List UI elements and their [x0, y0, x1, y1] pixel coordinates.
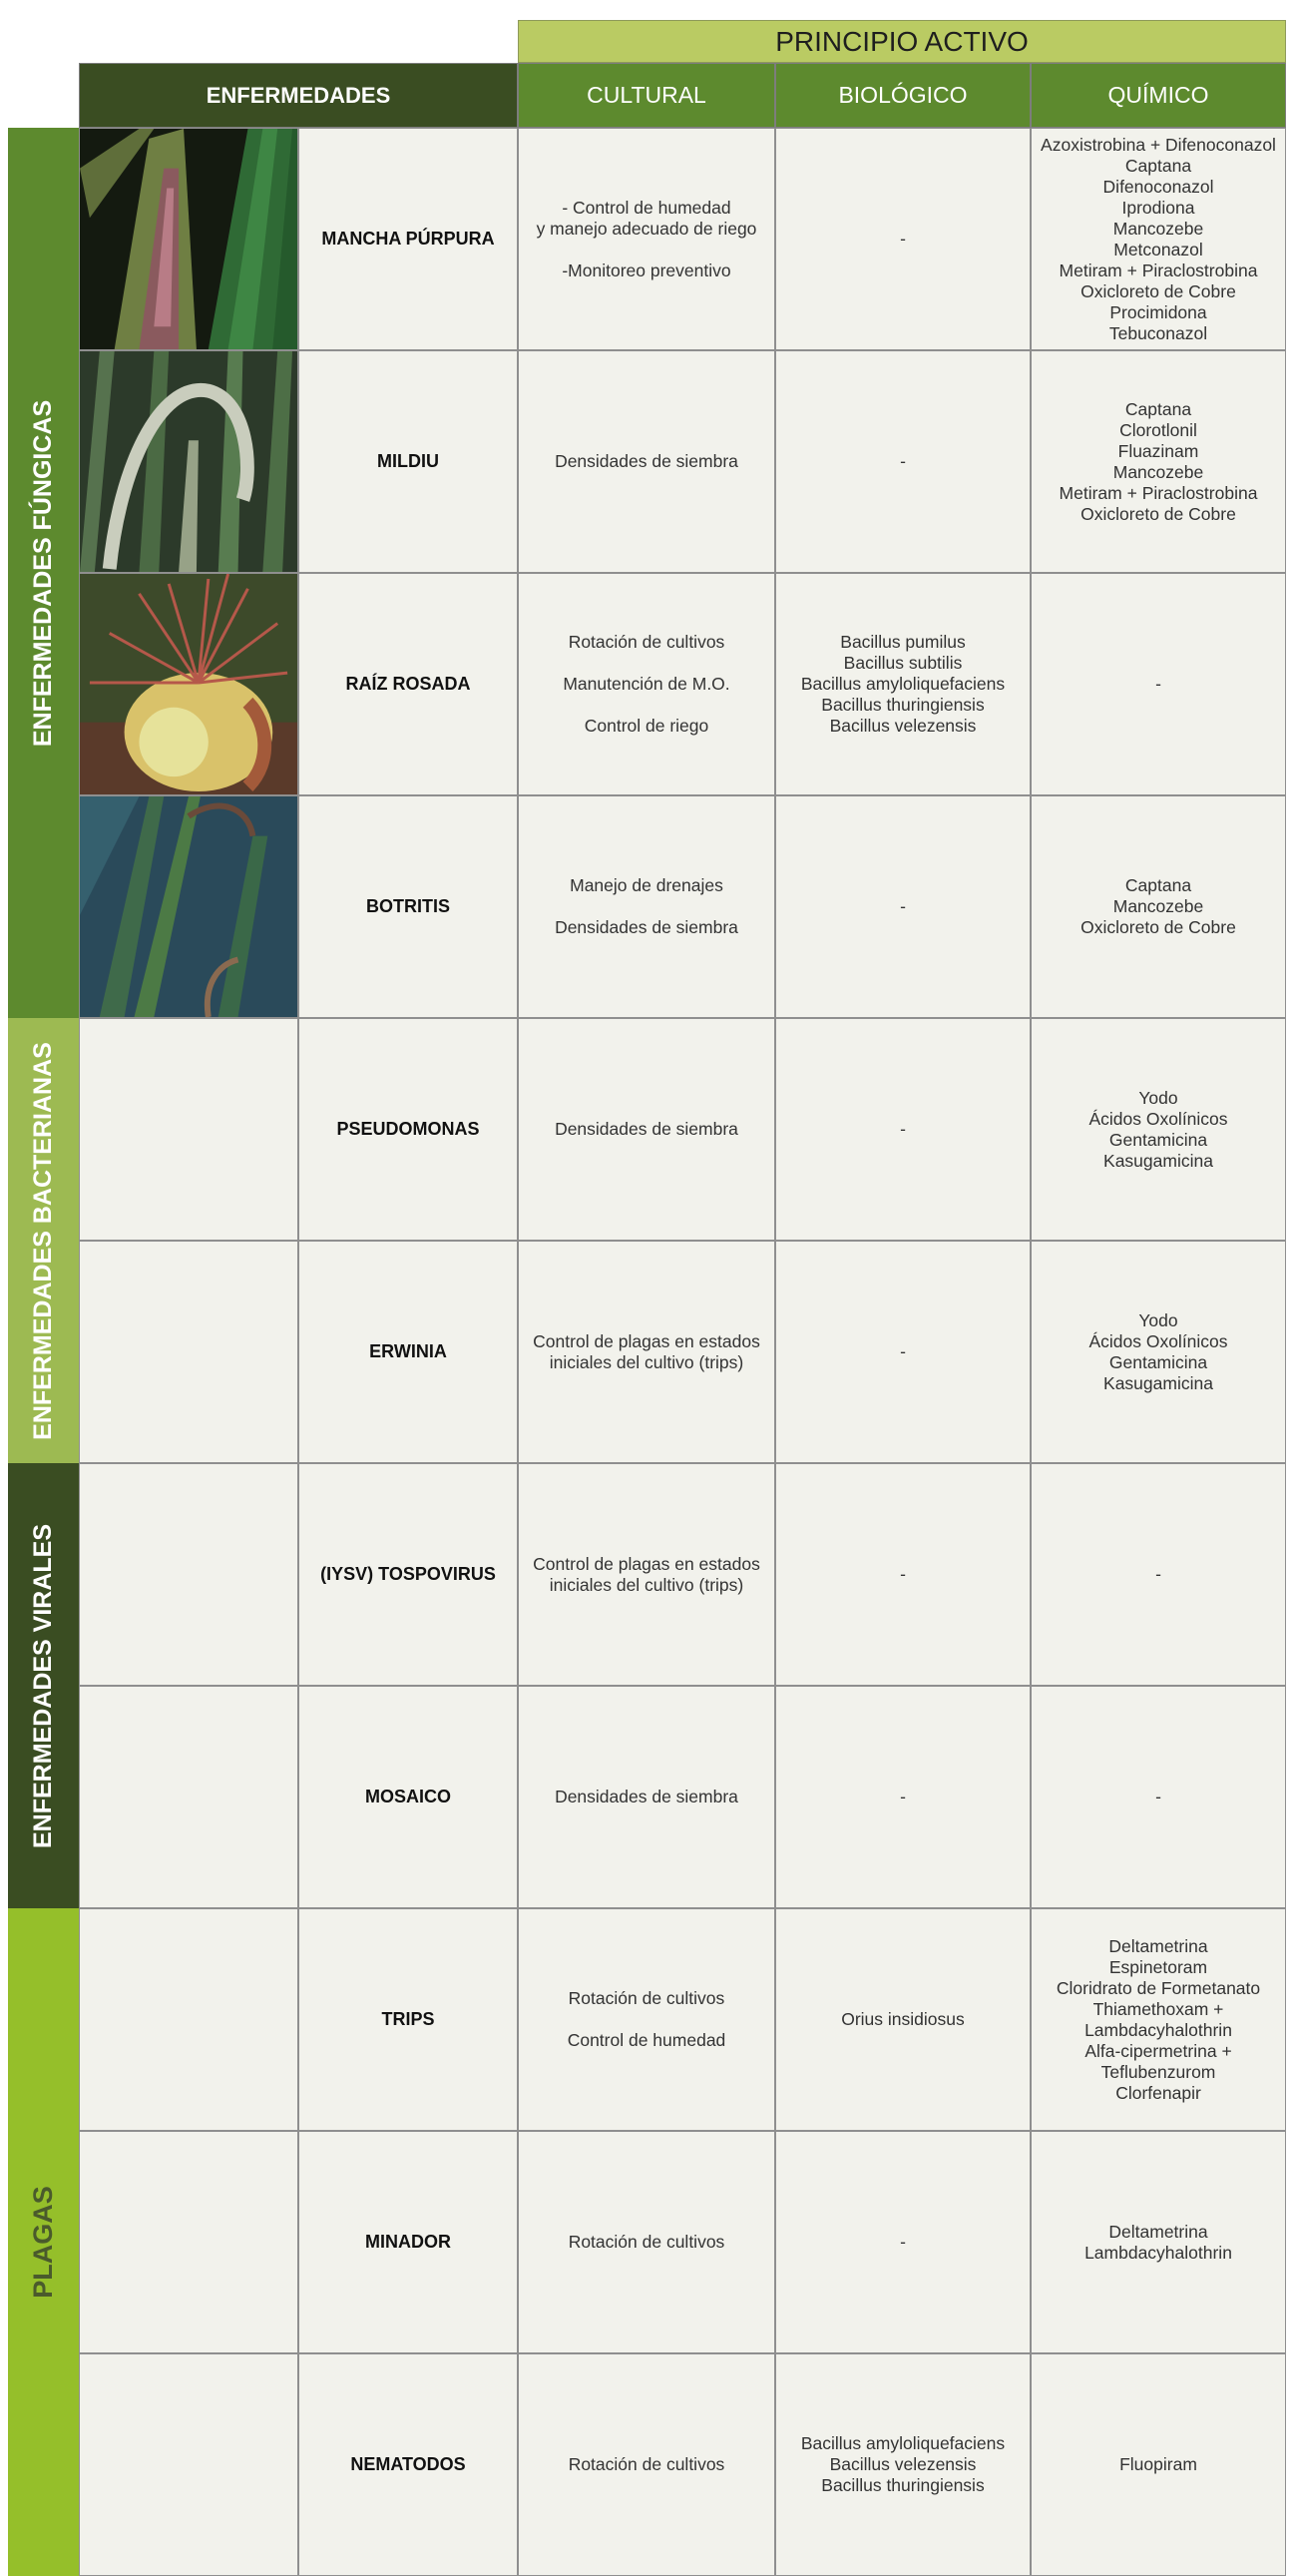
text-line: Control de riego	[584, 716, 709, 736]
disease-name: NEMATODOS	[298, 2353, 518, 2576]
text-line: Difenoconazol	[1102, 176, 1214, 197]
category-label: ENFERMEDADES VIRALES	[29, 1523, 58, 1848]
quimico-cell	[1031, 795, 1286, 1018]
biologico-cell	[775, 1018, 1031, 1241]
cultural-cell	[518, 1018, 775, 1241]
text-line: Deltametrina	[1108, 2221, 1208, 2242]
text-line: Mancozebe	[1112, 218, 1204, 239]
text-line: -	[900, 451, 906, 471]
text-line: Densidades de siembra	[555, 1787, 738, 1806]
cultural-lines	[568, 1988, 726, 2051]
text-line: Lambdacyhalothrin	[1084, 2242, 1232, 2263]
text-line: Densidades de siembra	[555, 917, 738, 937]
biologico-lines	[900, 1341, 906, 1362]
cultural-lines	[533, 1554, 760, 1596]
cultural-cell	[518, 2131, 775, 2353]
disease-name: TRIPS	[298, 1908, 518, 2131]
text-line: Captana	[1124, 875, 1192, 895]
text-line: Ácidos Oxolínicos	[1088, 1108, 1228, 1129]
text-line: Bacillus velezensis	[829, 716, 977, 736]
text-line: -	[1155, 1787, 1161, 1806]
text-line: y manejo adecuado de riego	[536, 218, 757, 239]
principio-activo-header: PRINCIPIO ACTIVO	[518, 20, 1286, 63]
cultural-cell	[518, 573, 775, 795]
quimico-cell	[1031, 573, 1286, 795]
cultural-cell	[518, 2353, 775, 2576]
disease-photo	[79, 2353, 298, 2576]
text-line: Bacillus thuringiensis	[821, 695, 985, 715]
text-line: Bacillus amyloliquefaciens	[800, 674, 1006, 694]
disease-name: RAÍZ ROSADA	[298, 573, 518, 795]
disease-photo	[79, 1241, 298, 1463]
quimico-lines	[1155, 1564, 1161, 1585]
biologico-lines	[900, 2232, 906, 2253]
disease-name: BOTRITIS	[298, 795, 518, 1018]
text-line: -	[1155, 1564, 1161, 1584]
biologico-cell	[775, 1241, 1031, 1463]
quimico-header: QUÍMICO	[1031, 63, 1286, 128]
text-line: Manejo de drenajes	[570, 875, 723, 895]
cultural-cell	[518, 1241, 775, 1463]
biologico-cell	[775, 573, 1031, 795]
quimico-cell	[1031, 1908, 1286, 2131]
text-line: Rotación de cultivos	[568, 2232, 725, 2252]
biologico-cell	[775, 350, 1031, 573]
text-line: Bacillus thuringiensis	[821, 2475, 985, 2495]
disease-name: MILDIU	[298, 350, 518, 573]
text-line: -	[900, 1119, 906, 1139]
category-plagas	[8, 1908, 79, 2576]
text-line: Rotación de cultivos	[568, 2454, 725, 2474]
disease-photo	[79, 350, 298, 573]
disease-photo	[79, 1018, 298, 1241]
category-fungicas	[8, 128, 79, 1018]
quimico-cell	[1031, 1463, 1286, 1686]
text-line: Ácidos Oxolínicos	[1088, 1330, 1228, 1351]
biologico-cell	[775, 2131, 1031, 2353]
quimico-cell	[1031, 128, 1286, 350]
disease-photo	[79, 128, 298, 350]
cultural-lines	[555, 1787, 738, 1807]
text-line: -	[1155, 674, 1161, 694]
text-line: Metconazol	[1113, 239, 1203, 259]
text-line: Bacillus pumilus	[840, 632, 966, 652]
text-line: Kasugamicina	[1103, 1372, 1213, 1393]
quimico-lines	[1155, 1787, 1161, 1807]
quimico-lines	[1119, 2454, 1197, 2475]
enfermedades-header: ENFERMEDADES	[79, 63, 518, 128]
text-line: Clorfenapir	[1115, 2082, 1201, 2103]
text-line: Bacillus velezensis	[829, 2454, 977, 2474]
text-line: Gentamicina	[1108, 1351, 1208, 1372]
text-line: Oxicloreto de Cobre	[1080, 917, 1236, 937]
quimico-lines	[1080, 875, 1236, 938]
text-line: Gentamicina	[1108, 1129, 1208, 1150]
quimico-lines	[1088, 1310, 1227, 1394]
text-line: Mancozebe	[1112, 896, 1204, 916]
text-line: Bacillus amyloliquefaciens	[800, 2433, 1006, 2453]
text-line: -	[900, 1564, 906, 1584]
text-line: Espinetoram	[1108, 1956, 1208, 1977]
cultural-lines	[555, 1119, 738, 1140]
quimico-lines	[1088, 1088, 1227, 1172]
cultural-lines	[569, 2454, 725, 2475]
cultural-cell	[518, 128, 775, 350]
category-label: ENFERMEDADES BACTERIANAS	[29, 1041, 58, 1440]
biologico-lines	[900, 1787, 906, 1807]
text-line: Alfa-cipermetrina +	[1084, 2040, 1232, 2061]
biologico-lines	[841, 2009, 965, 2030]
cultural-lines	[555, 875, 738, 938]
cultural-header: CULTURAL	[518, 63, 775, 128]
text-line: Fluopiram	[1119, 2454, 1197, 2474]
quimico-cell	[1031, 2353, 1286, 2576]
text-line: Cloridrato de Formetanato	[1056, 1977, 1261, 1998]
biologico-lines	[900, 451, 906, 472]
quimico-cell	[1031, 1241, 1286, 1463]
text-line: Metiram + Piraclostrobina	[1059, 259, 1258, 280]
biologico-cell	[775, 795, 1031, 1018]
text-line: Metiram + Piraclostrobina	[1059, 482, 1258, 503]
disease-name: MOSAICO	[298, 1686, 518, 1908]
text-line: -Monitoreo preventivo	[562, 259, 731, 280]
biologico-lines	[900, 229, 906, 250]
quimico-lines	[1057, 1936, 1260, 2104]
biologico-cell	[775, 1686, 1031, 1908]
category-label: PLAGAS	[28, 2186, 59, 2299]
quimico-cell	[1031, 2131, 1286, 2353]
quimico-lines	[1060, 399, 1258, 525]
text-line: Oxicloreto de Cobre	[1080, 503, 1236, 524]
text-line: Yodo	[1138, 1309, 1178, 1330]
text-line: Iprodiona	[1121, 197, 1195, 218]
biologico-header: BIOLÓGICO	[775, 63, 1031, 128]
biologico-lines	[900, 1564, 906, 1585]
cultural-lines	[533, 1331, 760, 1373]
cultural-cell	[518, 1463, 775, 1686]
text-line: Captana	[1124, 398, 1192, 419]
disease-photo	[79, 1686, 298, 1908]
text-line: Densidades de siembra	[555, 451, 738, 471]
category-bacterianas	[8, 1018, 79, 1463]
text-line: Manutención de M.O.	[563, 674, 730, 694]
cultural-lines	[563, 632, 729, 737]
text-line: iniciales del cultivo (trips)	[549, 1351, 744, 1372]
biologico-lines	[801, 2433, 1005, 2496]
text-line: Thiamethoxam +	[1092, 1998, 1224, 2019]
text-line: Captana	[1124, 155, 1192, 176]
text-line: Lambdacyhalothrin	[1084, 2019, 1232, 2040]
disease-photo	[79, 2131, 298, 2353]
text-line: Mancozebe	[1112, 461, 1204, 482]
text-line: Tebuconazol	[1108, 322, 1208, 343]
disease-name: MANCHA PÚRPURA	[298, 128, 518, 350]
text-line: Kasugamicina	[1103, 1150, 1213, 1171]
text-line: iniciales del cultivo (trips)	[549, 1574, 744, 1595]
disease-name: PSEUDOMONAS	[298, 1018, 518, 1241]
text-line: Procimidona	[1109, 301, 1207, 322]
quimico-lines	[1155, 674, 1161, 695]
disease-photo	[79, 1908, 298, 2131]
text-line: Fluazinam	[1117, 440, 1199, 461]
text-line: -	[900, 1341, 906, 1361]
cultural-lines	[555, 451, 738, 472]
text-line: Yodo	[1138, 1087, 1178, 1108]
disease-photo	[79, 573, 298, 795]
text-line: - Control de humedad	[562, 197, 731, 218]
text-line: -	[900, 229, 906, 249]
disease-photo	[79, 1463, 298, 1686]
biologico-cell	[775, 128, 1031, 350]
cultural-lines	[569, 2232, 725, 2253]
biologico-cell	[775, 2353, 1031, 2576]
text-line: Control de plagas en estados	[533, 1553, 760, 1574]
cultural-cell	[518, 1908, 775, 2131]
biologico-lines	[900, 896, 906, 917]
cultural-cell	[518, 795, 775, 1018]
cultural-cell	[518, 350, 775, 573]
quimico-cell	[1031, 1686, 1286, 1908]
quimico-lines	[1084, 2222, 1232, 2264]
text-line: Azoxistrobina + Difenoconazol	[1041, 134, 1276, 155]
text-line: Orius insidiosus	[841, 2009, 965, 2029]
biologico-cell	[775, 1463, 1031, 1686]
text-line: Densidades de siembra	[555, 1119, 738, 1139]
text-line: -	[900, 2232, 906, 2252]
quimico-cell	[1031, 350, 1286, 573]
biologico-lines	[900, 1119, 906, 1140]
cultural-cell	[518, 1686, 775, 1908]
disease-name: (IYSV) TOSPOVIRUS	[298, 1463, 518, 1686]
text-line: Teflubenzurom	[1100, 2061, 1216, 2082]
text-line: Control de humedad	[567, 2030, 726, 2050]
text-line: Rotación de cultivos	[568, 1988, 725, 2008]
text-line: Control de plagas en estados	[533, 1330, 760, 1351]
category-virales	[8, 1463, 79, 1908]
quimico-cell	[1031, 1018, 1286, 1241]
text-line: Clorotlonil	[1119, 419, 1197, 440]
text-line: Deltametrina	[1108, 1935, 1208, 1956]
biologico-cell	[775, 1908, 1031, 2131]
text-line: -	[900, 896, 906, 916]
category-label: ENFERMEDADES FÚNGICAS	[29, 399, 57, 747]
quimico-lines	[1041, 135, 1276, 344]
disease-name: ERWINIA	[298, 1241, 518, 1463]
disease-photo	[79, 795, 298, 1018]
biologico-lines	[801, 632, 1005, 737]
disease-name: MINADOR	[298, 2131, 518, 2353]
cultural-lines	[537, 198, 757, 281]
text-line: -	[900, 1787, 906, 1806]
text-line: Rotación de cultivos	[568, 632, 725, 652]
text-line: Oxicloreto de Cobre	[1080, 280, 1236, 301]
text-line: Bacillus subtilis	[843, 653, 963, 673]
